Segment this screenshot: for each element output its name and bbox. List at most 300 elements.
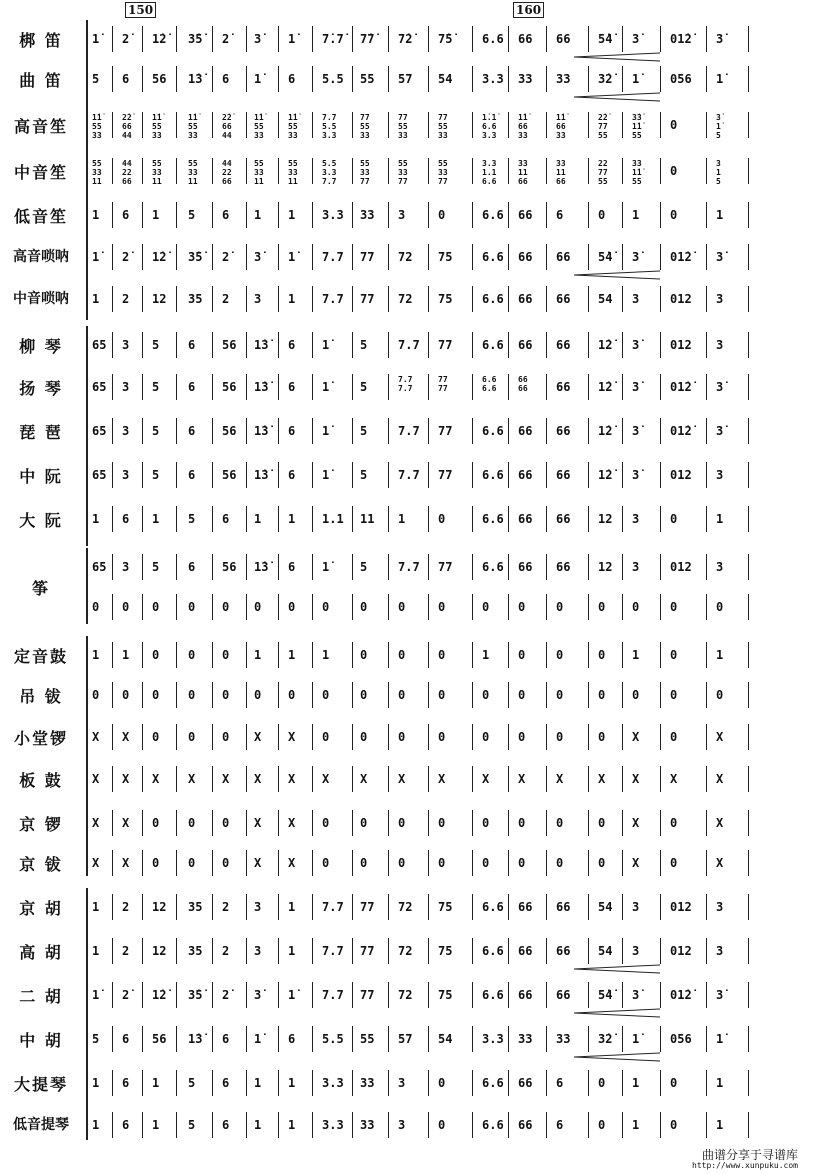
barline bbox=[278, 850, 279, 876]
note-cell: 75 bbox=[438, 900, 453, 914]
note-cell: 0 bbox=[122, 600, 130, 614]
barline bbox=[660, 374, 661, 400]
barline bbox=[312, 286, 313, 312]
barline bbox=[388, 724, 389, 750]
note-cell: X bbox=[632, 856, 640, 870]
note-cell: 2̇ bbox=[222, 250, 230, 264]
barline bbox=[388, 462, 389, 488]
barline bbox=[212, 112, 213, 138]
barline bbox=[472, 66, 473, 92]
note-cell: 1 bbox=[152, 208, 160, 222]
barline bbox=[212, 374, 213, 400]
barline bbox=[748, 554, 749, 580]
barline bbox=[472, 938, 473, 964]
barline bbox=[246, 506, 247, 532]
note-cell: 65 bbox=[92, 560, 107, 574]
barline bbox=[352, 982, 353, 1008]
barline bbox=[588, 1026, 589, 1052]
barline bbox=[388, 642, 389, 668]
note-cell: 75 bbox=[438, 988, 453, 1002]
barline bbox=[312, 202, 313, 228]
barline bbox=[142, 506, 143, 532]
note-cell: 7̇5̇ bbox=[438, 32, 453, 46]
barline bbox=[660, 894, 661, 920]
barline bbox=[508, 374, 509, 400]
barline bbox=[472, 682, 473, 708]
barline bbox=[212, 938, 213, 964]
barline bbox=[312, 682, 313, 708]
instrument-label: 中 阮 bbox=[19, 467, 63, 486]
barline bbox=[246, 894, 247, 920]
note-cell: 1̇3̇ bbox=[254, 560, 269, 574]
note-cell: 5.5 bbox=[322, 72, 344, 86]
barline bbox=[472, 202, 473, 228]
note-cell: 1̇ bbox=[288, 988, 296, 1002]
note-cell: 6 bbox=[122, 512, 130, 526]
note-cell: 66 bbox=[556, 560, 571, 574]
note-cell: 66 bbox=[518, 32, 533, 46]
barline bbox=[142, 158, 143, 184]
note-cell: 0 bbox=[670, 688, 678, 702]
barline bbox=[588, 374, 589, 400]
barline bbox=[546, 244, 547, 270]
barline bbox=[660, 554, 661, 580]
note-cell: 72 bbox=[398, 900, 413, 914]
note-cell: 0 bbox=[518, 688, 526, 702]
barline bbox=[388, 850, 389, 876]
note-cell: 01̇2̇ bbox=[670, 32, 692, 46]
barline bbox=[278, 554, 279, 580]
barline bbox=[142, 766, 143, 792]
barline bbox=[246, 112, 247, 138]
barline bbox=[176, 506, 177, 532]
barline bbox=[246, 810, 247, 836]
staff-row bbox=[0, 848, 836, 878]
barline bbox=[352, 894, 353, 920]
barline bbox=[660, 286, 661, 312]
barline bbox=[622, 894, 623, 920]
note-cell: 66 bbox=[518, 250, 533, 264]
barline bbox=[588, 1112, 589, 1138]
note-cell: 012 bbox=[670, 338, 692, 352]
barline bbox=[508, 554, 509, 580]
note-cell: 6 bbox=[556, 1076, 564, 1090]
barline bbox=[352, 26, 353, 52]
note-cell: 1̇ bbox=[632, 1032, 640, 1046]
barline bbox=[748, 286, 749, 312]
barline bbox=[278, 286, 279, 312]
note-cell: 56 bbox=[152, 1032, 167, 1046]
note-cell: 1 bbox=[92, 1118, 100, 1132]
barline bbox=[142, 1112, 143, 1138]
note-cell: 0 bbox=[322, 600, 330, 614]
note-cell: 5 bbox=[152, 560, 160, 574]
barline bbox=[472, 1026, 473, 1052]
barline bbox=[508, 938, 509, 964]
barline bbox=[508, 26, 509, 52]
barline bbox=[352, 594, 353, 620]
note-cell: 5 bbox=[152, 424, 160, 438]
barline bbox=[546, 202, 547, 228]
staff-row bbox=[0, 936, 836, 966]
note-cell: 0 bbox=[438, 856, 446, 870]
note-cell: 5 bbox=[188, 1076, 196, 1090]
note-cell: 1̇ bbox=[322, 560, 330, 574]
note-cell: 3̇2̇ bbox=[598, 1032, 613, 1046]
note-cell: 0 bbox=[670, 730, 678, 744]
barline bbox=[246, 26, 247, 52]
barline bbox=[622, 554, 623, 580]
barline bbox=[278, 112, 279, 138]
note-cell: 1̇1̇ 55 33 bbox=[188, 113, 198, 139]
crescendo-hairpin bbox=[572, 52, 662, 62]
note-cell: 65 bbox=[92, 424, 107, 438]
note-cell: 0 bbox=[598, 730, 606, 744]
note-cell: 0 bbox=[670, 1118, 678, 1132]
note-cell: 0 bbox=[322, 688, 330, 702]
barline bbox=[142, 112, 143, 138]
barline bbox=[246, 244, 247, 270]
barline bbox=[312, 642, 313, 668]
barline bbox=[312, 938, 313, 964]
note-cell: 0 bbox=[360, 730, 368, 744]
note-cell: 0 bbox=[438, 688, 446, 702]
note-cell: 0 bbox=[152, 816, 160, 830]
barline bbox=[588, 286, 589, 312]
barline bbox=[428, 810, 429, 836]
barline bbox=[622, 1070, 623, 1096]
note-cell: 33 1̇1̇ 55 bbox=[632, 159, 642, 185]
note-cell: 2 bbox=[222, 944, 230, 958]
note-cell: 1 bbox=[288, 900, 296, 914]
barline bbox=[622, 850, 623, 876]
note-cell: 3 bbox=[632, 944, 640, 958]
barline bbox=[660, 850, 661, 876]
note-cell: 0 bbox=[188, 688, 196, 702]
barline bbox=[312, 594, 313, 620]
barline bbox=[312, 158, 313, 184]
group-bracket bbox=[86, 20, 91, 320]
note-cell: 6 bbox=[556, 1118, 564, 1132]
barline bbox=[748, 244, 749, 270]
note-cell: X bbox=[398, 772, 406, 786]
barline bbox=[112, 202, 113, 228]
barline bbox=[472, 462, 473, 488]
instrument-label: 梆 笛 bbox=[19, 31, 63, 50]
note-cell: 0 bbox=[152, 730, 160, 744]
barline bbox=[312, 554, 313, 580]
barline bbox=[312, 850, 313, 876]
barline bbox=[278, 894, 279, 920]
note-cell: 1̇2̇ bbox=[598, 338, 613, 352]
barline bbox=[278, 642, 279, 668]
note-cell: 54 bbox=[598, 944, 613, 958]
barline bbox=[278, 418, 279, 444]
barline bbox=[142, 894, 143, 920]
note-cell: X bbox=[322, 772, 330, 786]
note-cell: 7.7 5.5 3.3 bbox=[322, 113, 337, 139]
barline bbox=[748, 332, 749, 358]
note-cell: 5 bbox=[92, 72, 100, 86]
barline bbox=[112, 26, 113, 52]
barline bbox=[660, 682, 661, 708]
note-cell: 6 bbox=[188, 380, 196, 394]
note-cell: 2̇ bbox=[122, 32, 130, 46]
barline bbox=[588, 894, 589, 920]
note-cell: 0 bbox=[598, 816, 606, 830]
barline bbox=[312, 418, 313, 444]
barline bbox=[660, 462, 661, 488]
barline bbox=[748, 462, 749, 488]
watermark-url: http://www.xunpuku.com bbox=[692, 1161, 798, 1170]
note-cell: 6 bbox=[222, 1118, 230, 1132]
note-cell: 0 bbox=[398, 816, 406, 830]
note-cell: 0 bbox=[222, 816, 230, 830]
barline bbox=[212, 1112, 213, 1138]
barline bbox=[142, 26, 143, 52]
note-cell: 0 bbox=[518, 856, 526, 870]
barline bbox=[428, 286, 429, 312]
barline bbox=[660, 1112, 661, 1138]
barline bbox=[546, 462, 547, 488]
staff-row bbox=[0, 722, 836, 752]
barline bbox=[508, 894, 509, 920]
barline bbox=[508, 286, 509, 312]
barline bbox=[246, 594, 247, 620]
barline bbox=[112, 462, 113, 488]
barline bbox=[352, 244, 353, 270]
note-cell: 5.5 bbox=[322, 1032, 344, 1046]
note-cell: 3 bbox=[398, 1076, 406, 1090]
barline bbox=[176, 810, 177, 836]
barline bbox=[472, 26, 473, 52]
note-cell: 3̇5̇ bbox=[188, 250, 203, 264]
note-cell: 3 bbox=[254, 292, 262, 306]
barline bbox=[176, 112, 177, 138]
note-cell: 012 bbox=[670, 468, 692, 482]
note-cell: 7̇.7̇ bbox=[322, 32, 344, 46]
note-cell: 77 bbox=[438, 338, 453, 352]
note-cell: 0 bbox=[398, 730, 406, 744]
note-cell: 0 bbox=[322, 856, 330, 870]
note-cell: 33 bbox=[556, 1032, 571, 1046]
note-cell: X bbox=[288, 856, 296, 870]
note-cell: 12 bbox=[152, 900, 167, 914]
barline bbox=[428, 1026, 429, 1052]
note-cell: 77 bbox=[360, 900, 375, 914]
note-cell: 1̇1̇ 55 33 bbox=[288, 113, 298, 139]
note-cell: 0 bbox=[222, 648, 230, 662]
staff-row bbox=[0, 200, 836, 230]
barline bbox=[112, 332, 113, 358]
barline bbox=[472, 1070, 473, 1096]
note-cell: 3 bbox=[716, 944, 724, 958]
note-cell: 0 bbox=[398, 648, 406, 662]
note-cell: 77 bbox=[360, 250, 375, 264]
barline bbox=[112, 554, 113, 580]
note-cell: 1 bbox=[288, 1076, 296, 1090]
note-cell: 6 bbox=[122, 72, 130, 86]
barline bbox=[278, 724, 279, 750]
barline bbox=[142, 594, 143, 620]
note-cell: 3̇ bbox=[716, 988, 724, 1002]
barline bbox=[472, 112, 473, 138]
note-cell: 65 bbox=[92, 468, 107, 482]
note-cell: 012 bbox=[670, 944, 692, 958]
note-cell: 0 bbox=[92, 688, 100, 702]
barline bbox=[428, 982, 429, 1008]
barline bbox=[706, 982, 707, 1008]
note-cell: 5 bbox=[188, 208, 196, 222]
barline bbox=[588, 642, 589, 668]
note-cell: 6.6 bbox=[482, 1118, 504, 1132]
barline bbox=[352, 1070, 353, 1096]
note-cell: 3 1 5 bbox=[716, 159, 721, 185]
note-cell: 6.6 bbox=[482, 944, 504, 958]
note-cell: 66 bbox=[556, 944, 571, 958]
note-cell: 1̇ bbox=[254, 72, 262, 86]
barline bbox=[546, 112, 547, 138]
note-cell: 6.6 bbox=[482, 468, 504, 482]
note-cell: 5 bbox=[152, 380, 160, 394]
barline bbox=[246, 724, 247, 750]
barline bbox=[472, 766, 473, 792]
barline bbox=[212, 506, 213, 532]
note-cell: 1 bbox=[288, 648, 296, 662]
barline bbox=[112, 938, 113, 964]
staff-row bbox=[0, 372, 836, 402]
barline bbox=[176, 850, 177, 876]
note-cell: 0 bbox=[288, 688, 296, 702]
note-cell: 0 bbox=[482, 688, 490, 702]
note-cell: 1̇2̇ bbox=[152, 250, 167, 264]
barline bbox=[142, 682, 143, 708]
note-cell: 0 bbox=[670, 208, 678, 222]
barline bbox=[660, 244, 661, 270]
note-cell: 0 bbox=[188, 730, 196, 744]
barline bbox=[388, 286, 389, 312]
note-cell: 54 bbox=[438, 72, 453, 86]
note-cell: 0 bbox=[438, 208, 446, 222]
note-cell: 3̇ bbox=[632, 988, 640, 1002]
note-cell: 3̇ bbox=[632, 468, 640, 482]
staff-row bbox=[0, 460, 836, 490]
barline bbox=[352, 202, 353, 228]
barline bbox=[352, 374, 353, 400]
note-cell: 66 bbox=[556, 988, 571, 1002]
note-cell: X bbox=[122, 816, 130, 830]
note-cell: 7.7 bbox=[322, 900, 344, 914]
note-cell: 66 bbox=[518, 944, 533, 958]
barline bbox=[388, 594, 389, 620]
note-cell: 2 bbox=[122, 944, 130, 958]
barline bbox=[508, 418, 509, 444]
note-cell: 33 bbox=[360, 208, 375, 222]
note-cell: 12 bbox=[152, 292, 167, 306]
barline bbox=[622, 286, 623, 312]
barline bbox=[112, 1026, 113, 1052]
note-cell: 75 bbox=[438, 944, 453, 958]
barline bbox=[212, 1070, 213, 1096]
barline bbox=[428, 202, 429, 228]
note-cell: 0 bbox=[670, 164, 678, 178]
note-cell: 55 33 11 bbox=[188, 159, 198, 185]
note-cell: X bbox=[92, 772, 100, 786]
note-cell: 0 bbox=[518, 600, 526, 614]
note-cell: 44 22 66 bbox=[222, 159, 232, 185]
barline bbox=[388, 506, 389, 532]
note-cell: 1 bbox=[288, 292, 296, 306]
barline bbox=[472, 158, 473, 184]
note-cell: 2̇2̇ 66 44 bbox=[122, 113, 132, 139]
barline bbox=[428, 26, 429, 52]
note-cell: 0 bbox=[482, 856, 490, 870]
barline bbox=[706, 244, 707, 270]
note-cell: 1 bbox=[92, 900, 100, 914]
note-cell: 33 11 66 bbox=[518, 159, 528, 185]
barline bbox=[312, 374, 313, 400]
note-cell: 1̇1̇ 66 33 bbox=[518, 113, 528, 139]
barline bbox=[112, 724, 113, 750]
staff-row bbox=[0, 980, 836, 1010]
note-cell: 6 bbox=[122, 208, 130, 222]
note-cell: X bbox=[632, 772, 640, 786]
barline bbox=[176, 724, 177, 750]
note-cell: 6.6 bbox=[482, 512, 504, 526]
barline bbox=[312, 506, 313, 532]
note-cell: 5 bbox=[360, 468, 368, 482]
note-cell: 6 bbox=[288, 1032, 296, 1046]
barline bbox=[622, 244, 623, 270]
staff-row bbox=[0, 504, 836, 534]
barline bbox=[546, 506, 547, 532]
instrument-label: 柳 琴 bbox=[19, 337, 63, 356]
barline bbox=[546, 850, 547, 876]
barline bbox=[660, 642, 661, 668]
note-cell: 0 bbox=[438, 1076, 446, 1090]
barline bbox=[142, 244, 143, 270]
barline bbox=[112, 894, 113, 920]
note-cell: 3 bbox=[254, 944, 262, 958]
note-cell: 66 66 bbox=[518, 375, 528, 393]
note-cell: 3.3 1.1 6.6 bbox=[482, 159, 497, 185]
barline bbox=[428, 594, 429, 620]
group-bracket bbox=[86, 888, 91, 1140]
note-cell: 3 bbox=[716, 338, 724, 352]
barline bbox=[388, 682, 389, 708]
note-cell: 1̇ bbox=[322, 468, 330, 482]
instrument-label: 中音唢呐 bbox=[13, 291, 69, 307]
barline bbox=[546, 286, 547, 312]
barline bbox=[706, 202, 707, 228]
note-cell: 55 bbox=[360, 1032, 375, 1046]
staff-row bbox=[0, 892, 836, 922]
barline bbox=[142, 286, 143, 312]
note-cell: 1 bbox=[632, 208, 640, 222]
note-cell: 55 33 11 bbox=[92, 159, 102, 185]
barline bbox=[546, 724, 547, 750]
instrument-label: 扬 琴 bbox=[19, 379, 63, 398]
note-cell: X bbox=[254, 772, 262, 786]
barline bbox=[622, 202, 623, 228]
note-cell: 55 bbox=[360, 72, 375, 86]
barline bbox=[428, 1112, 429, 1138]
barline bbox=[278, 1112, 279, 1138]
barline bbox=[278, 244, 279, 270]
barline bbox=[388, 982, 389, 1008]
barline bbox=[278, 158, 279, 184]
note-cell: 012 bbox=[670, 560, 692, 574]
